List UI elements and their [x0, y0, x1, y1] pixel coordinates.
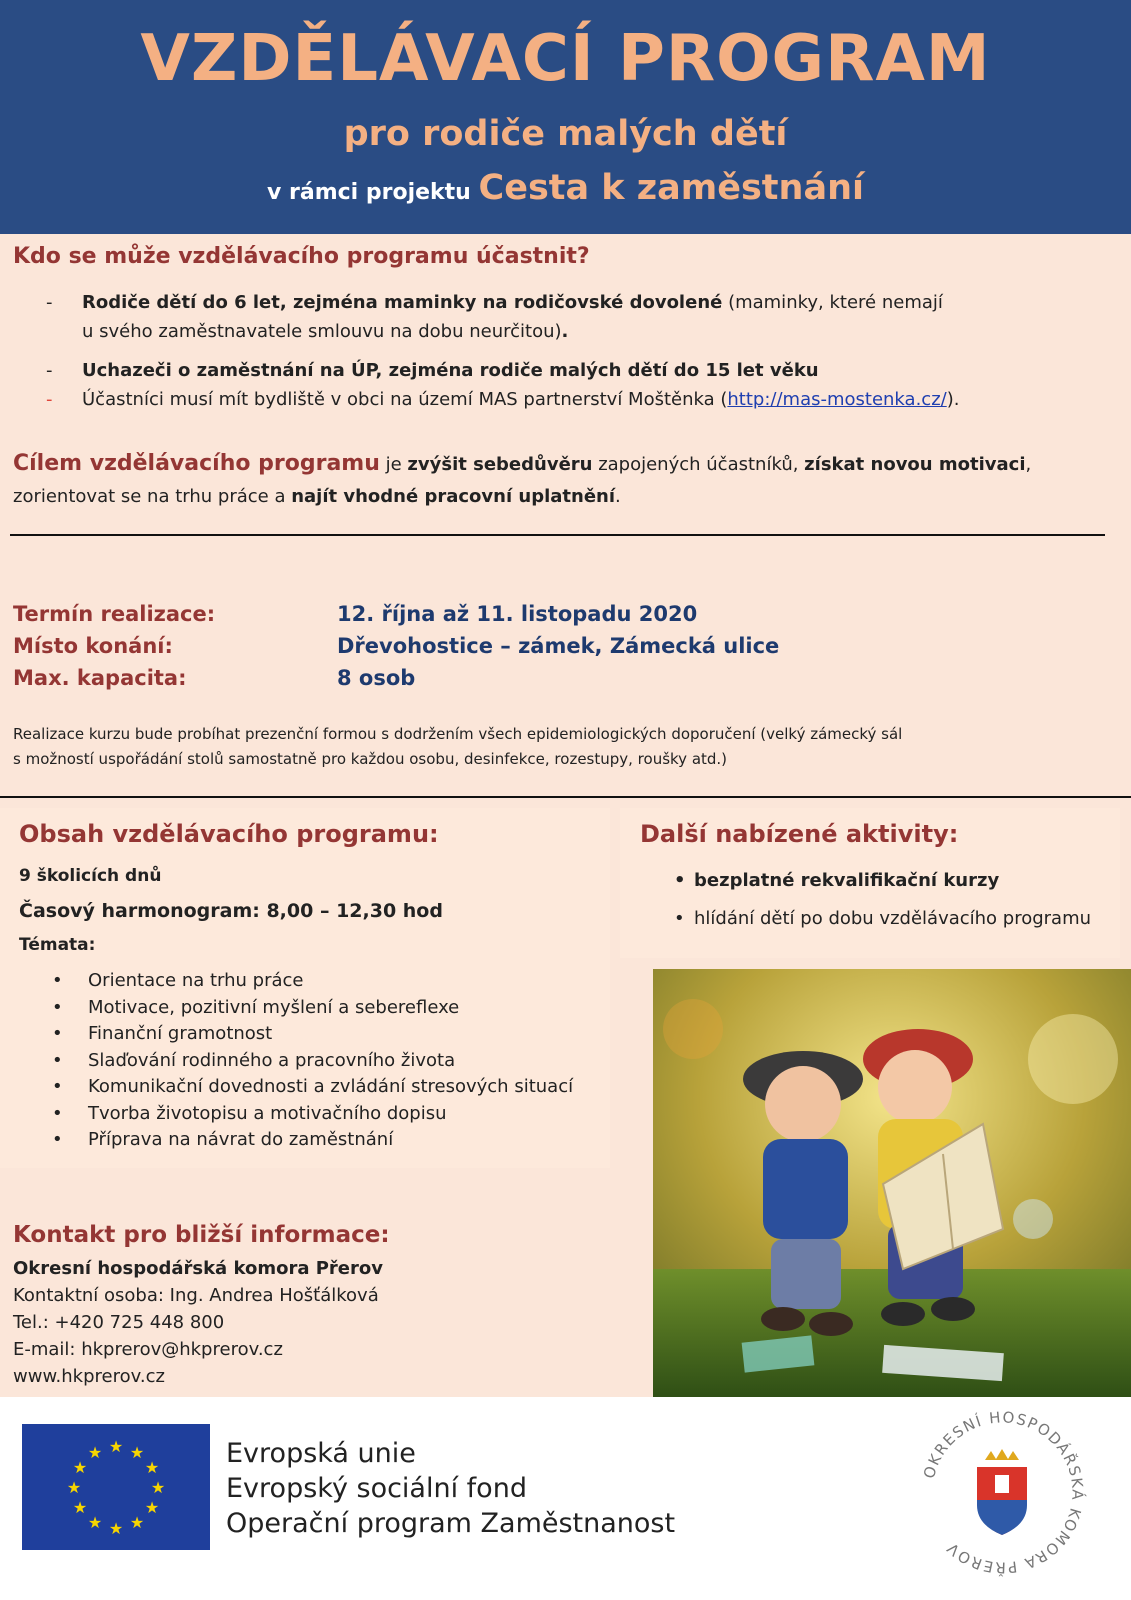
- fact-row: [13, 630, 779, 662]
- facts-table: [13, 598, 779, 694]
- svg-text:★: ★: [66, 1478, 82, 1497]
- item-bold-text: Uchazeči o zaměstnání na ÚP, zejména rodiče malých dětí do 15 let věku: [82, 360, 819, 381]
- svg-text:OKRESNÍ HOSPODÁŘSKÁ KOMORA PŘE: OKRESNÍ HOSPODÁŘSKÁ KOMORA PŘEROV: [919, 1408, 1087, 1577]
- list-item: [0, 356, 1131, 385]
- topic-item: • Motivace, pozitivní myšlení a sebereflexe: [50, 995, 573, 1022]
- topic-item: • Finanční gramotnost: [50, 1021, 573, 1048]
- eu-line: Evropský sociální fond: [226, 1473, 527, 1504]
- contact-phone: Tel.: +420 725 448 800: [13, 1312, 225, 1333]
- item-text: ).: [946, 389, 960, 410]
- topic-item: • Komunikační dovednosti a zvládání stresových situací: [50, 1074, 573, 1101]
- fact-value: Dřevohostice – zámek, Zámecká ulice: [337, 634, 780, 658]
- project-name: Cesta k zaměstnání: [478, 168, 864, 208]
- contact-email: E-mail: hkprerov@hkprerov.cz: [13, 1339, 283, 1360]
- note-line: Realizace kurzu bude probíhat prezenční formou s dodržením všech epidemiologických doporučení (velký zámecký sál: [13, 725, 903, 743]
- fact-value: 8 osob: [337, 666, 416, 690]
- topics-list: [50, 968, 573, 1154]
- svg-text:★: ★: [129, 1443, 145, 1462]
- fact-label: Termín realizace:: [13, 602, 216, 626]
- who-list: [0, 288, 1131, 414]
- list-item: [0, 288, 1131, 346]
- eu-line: Evropská unie: [226, 1438, 416, 1469]
- note-line: s možností uspořádání stolů samostatně pro každou osobu, desinfekce, rozestupy, roušky atd.): [13, 750, 728, 768]
- aim-text: zapojených účastníků,: [592, 454, 805, 475]
- aim-bold: zvýšit sebedůvěru: [407, 454, 593, 475]
- contact-block: [13, 1255, 383, 1390]
- contact-web: www.hkprerov.cz: [13, 1366, 165, 1387]
- svg-text:★: ★: [129, 1513, 145, 1532]
- contact-heading: Kontakt pro bližší informace:: [13, 1222, 390, 1248]
- realization-note: [13, 722, 1083, 772]
- project-prefix: v rámci projektu: [267, 180, 471, 205]
- chamber-logo: [915, 1405, 1090, 1580]
- content-heading: Obsah vzdělávacího programu:: [19, 820, 439, 848]
- topic-item: • Tvorba životopisu a motivačního dopisu: [50, 1101, 573, 1128]
- svg-text:★: ★: [144, 1458, 160, 1477]
- schedule: Časový harmonogram: 8,00 – 12,30 hod: [19, 900, 443, 922]
- topic-item: • Příprava na návrat do zaměstnání: [50, 1127, 573, 1154]
- eu-flag-logo: [22, 1424, 210, 1550]
- training-days: 9 školicích dnů: [19, 866, 162, 886]
- activity-item: • bezplatné rekvalifikační kurzy: [672, 862, 1091, 900]
- topics-label: Témata:: [19, 935, 96, 955]
- aim-text: .: [615, 486, 621, 507]
- children-reading-photo: [653, 969, 1131, 1397]
- item-text: u svého zaměstnavatele smlouvu na dobu neurčitou): [82, 321, 562, 342]
- item-text: (maminky, které nemají: [722, 292, 943, 313]
- dash-bullet: -: [46, 292, 53, 313]
- aim-text: je: [379, 454, 408, 475]
- activities-heading: Další nabízené aktivity:: [640, 820, 959, 848]
- aim-bold: získat novou motivaci: [804, 454, 1026, 475]
- fact-label: Místo konání:: [13, 634, 173, 658]
- divider: [0, 796, 1131, 798]
- svg-text:★: ★: [108, 1519, 124, 1538]
- dash-bullet: -: [46, 360, 53, 381]
- topic-item: • Slaďování rodinného a pracovního života: [50, 1048, 573, 1075]
- contact-org: Okresní hospodářská komora Přerov: [13, 1258, 383, 1279]
- svg-text:★: ★: [87, 1443, 103, 1462]
- project-line: [0, 168, 1131, 208]
- page-title: VZDĚLÁVACÍ PROGRAM: [140, 22, 991, 96]
- svg-text:★: ★: [72, 1458, 88, 1477]
- item-dot: .: [561, 321, 569, 342]
- activities-list: [672, 862, 1091, 938]
- activity-item: • hlídání dětí po dobu vzdělávacího programu: [672, 900, 1091, 938]
- aim-bold: najít vhodné pracovní uplatnění: [291, 486, 616, 507]
- svg-text:★: ★: [150, 1478, 166, 1497]
- aim-lead: Cílem vzdělávacího programu: [13, 451, 380, 476]
- mas-link[interactable]: http://mas-mostenka.cz/: [727, 389, 947, 410]
- aim-paragraph: [13, 448, 1118, 513]
- page-subtitle: pro rodiče malých dětí: [343, 114, 788, 154]
- svg-text:★: ★: [87, 1513, 103, 1532]
- header-banner: [0, 0, 1131, 234]
- item-text: Účastníci musí mít bydliště v obci na území MAS partnerství Moštěnka (: [82, 389, 728, 410]
- contact-person: Kontaktní osoba: Ing. Andrea Hošťálková: [13, 1285, 379, 1306]
- eu-line: Operační program Zaměstnanost: [226, 1508, 676, 1539]
- who-heading: Kdo se může vzdělávacího programu účastnit?: [13, 244, 590, 269]
- fact-label: Max. kapacita:: [13, 666, 187, 690]
- svg-text:★: ★: [72, 1498, 88, 1517]
- aim-text: , zorientovat se na trhu práce a: [13, 454, 1032, 507]
- topic-item: • Orientace na trhu práce: [50, 968, 573, 995]
- svg-text:★: ★: [108, 1437, 124, 1456]
- divider: [10, 534, 1105, 536]
- svg-text:★: ★: [144, 1498, 160, 1517]
- list-item: [0, 385, 1131, 414]
- fact-row: [13, 598, 779, 630]
- dash-bullet: -: [46, 389, 53, 410]
- eu-funding-text: [226, 1436, 675, 1541]
- fact-value: 12. října až 11. listopadu 2020: [337, 602, 698, 626]
- fact-row: [13, 662, 779, 694]
- item-bold-text: Rodiče dětí do 6 let, zejména maminky na rodičovské dovolené: [82, 292, 723, 313]
